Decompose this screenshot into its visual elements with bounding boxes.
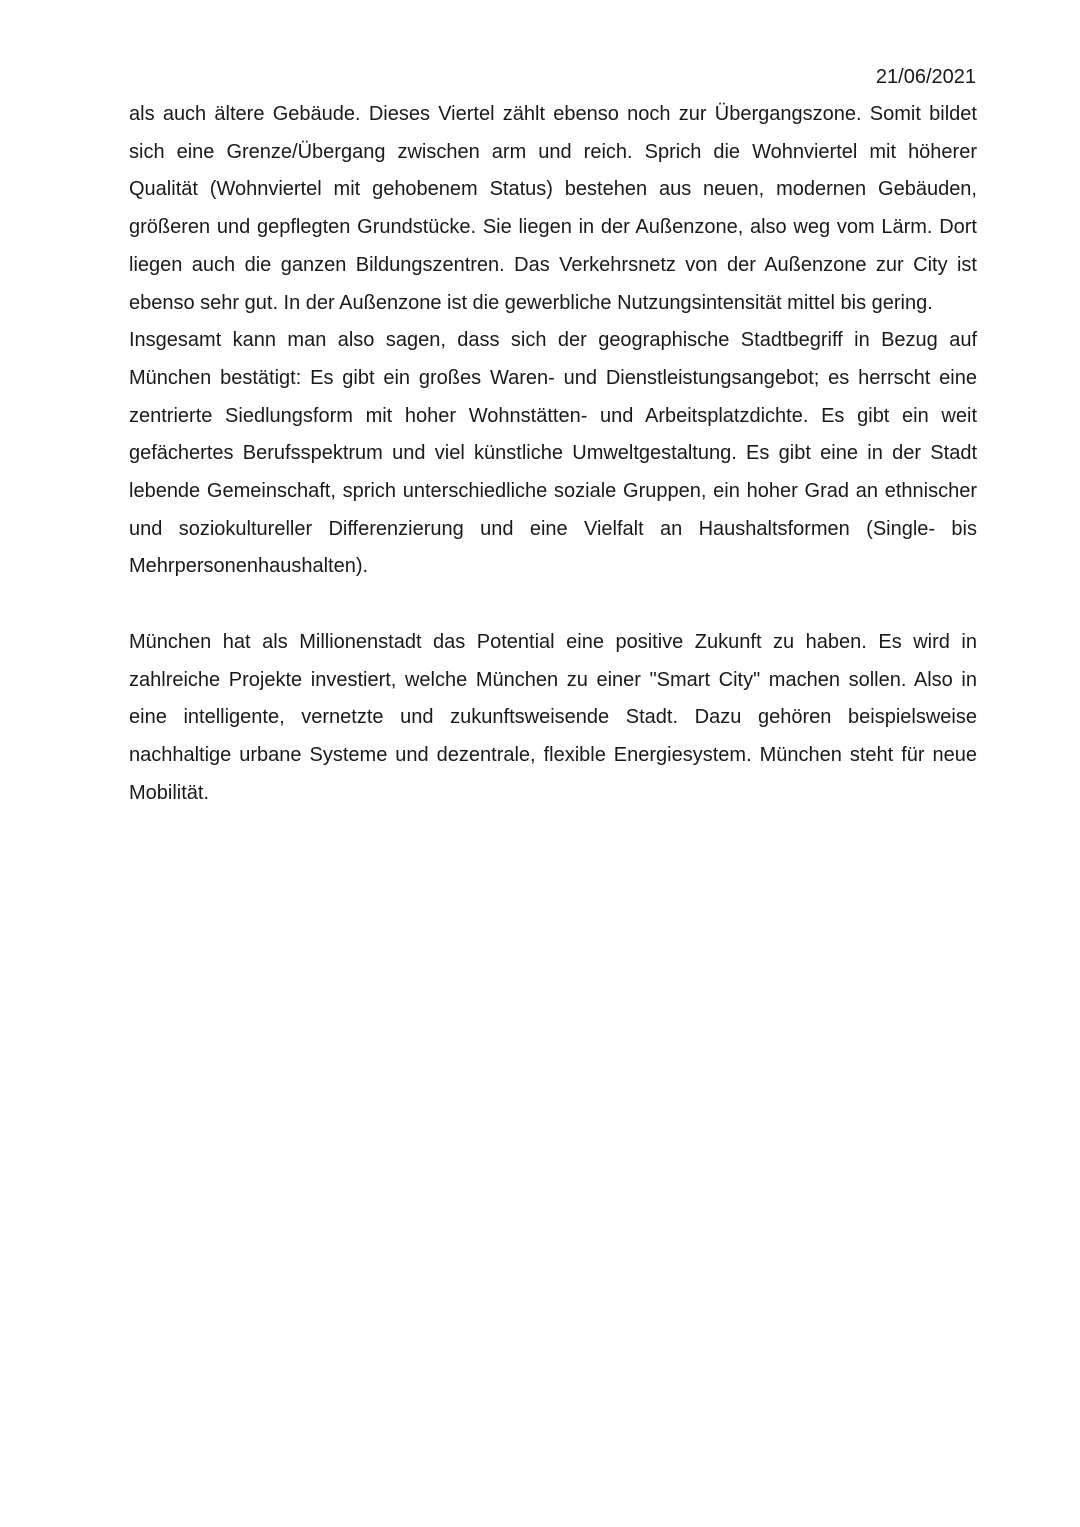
paragraph-future-outlook: München hat als Millionenstadt das Potential eine positive Zukunft zu haben. Es wird in zahlreiche Projekte investiert, welche München zu einer "Smart City" machen sollen. Also in eine intelligente, vernetzte und zukunftsweisende Stadt. Dazu gehören beispielsweise nachhaltige urbane Systeme und dezentrale, flexible Energiesystem. München steht für neue Mobilität. [129,630,977,804]
paragraph-summary: Insgesamt kann man also sagen, dass sich der geographische Stadtbegriff in Bezug auf München bestätigt: Es gibt ein großes Waren- und Dienstleistungsangebot; es herrscht eine zentrierte Siedlungsform mit hoher Wohnstätten- und Arbeitsplatzdichte. Es gibt ein weit gefächertes Berufsspektrum und viel künstliche Umweltgestaltung. Es gibt eine in der Stadt lebende Gemeinschaft, sprich unterschiedliche soziale Gruppen, ein hoher Grad an ethnischer und soziokultureller Differenzierung und eine Vielfalt an Haushaltsformen (Single- bis Mehrpersonenhaushalten). [129,329,977,578]
document-date: 21/06/2021 [875,66,976,88]
paragraph-urban-zones: als auch ältere Gebäude. Dieses Viertel zählt ebenso noch zur Übergangszone. Somit bildet sich eine Grenze/Übergang zwischen arm und reich. Sprich die Wohnviertel mit höherer Qualität (Wohnviertel mit gehobenem Status) bestehen aus neuen, modernen Gebäuden, größeren und gepflegten Grundstücke. Sie liegen in der Außenzone, also weg vom Lärm. Dort liegen auch die ganzen Bildungszentren. Das Verkehrsnetz von der Außenzone zur City ist ebenso sehr gut. In der Außenzone ist die gewerbliche Nutzungsintensität mittel bis gering. [129,103,977,314]
document-body [129,96,977,812]
